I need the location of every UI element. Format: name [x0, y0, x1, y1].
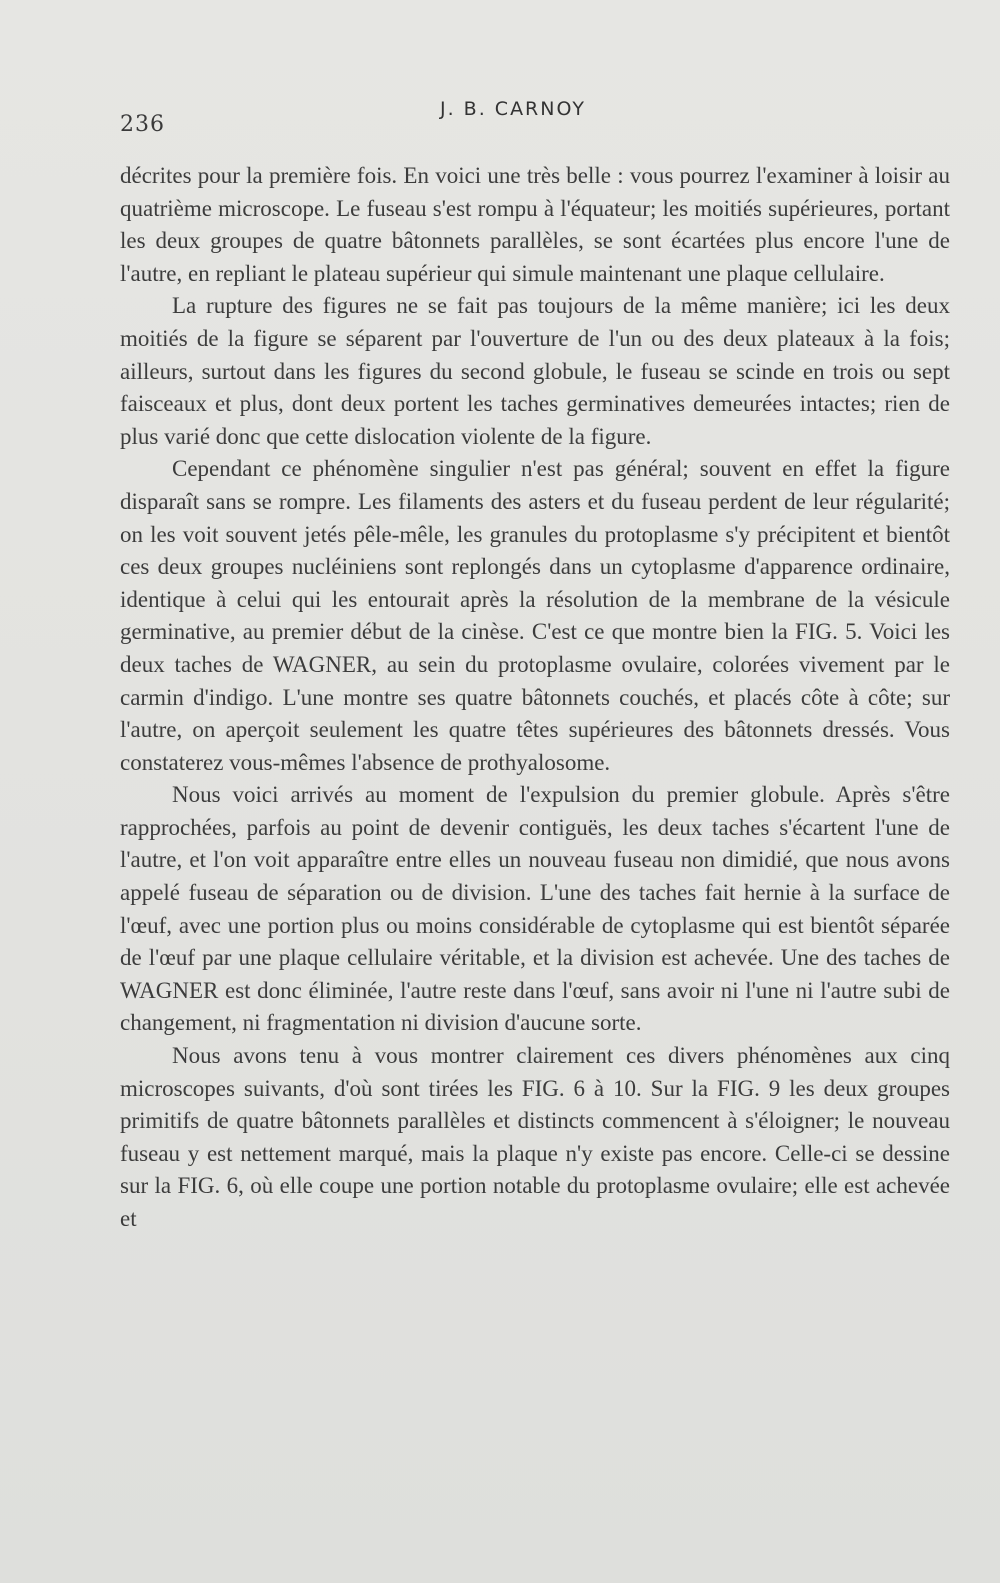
page-number: 236: [120, 112, 165, 137]
paragraph-1: décrites pour la première fois. En voici une très belle : vous pourrez l'examiner à loisir au quatrième microscope. Le fuseau s'est rompu à l'équateur; les moitiés supérieures, portant les deux groupes de quatre bâtonnets parallèles, se sont écartées plus encore l'une de l'autre, en repliant le plateau supérieur qui simule maintenant une plaque cellulaire.: [120, 163, 950, 286]
body-text: [120, 160, 950, 1236]
paragraph-2: La rupture des figures ne se fait pas toujours de la même manière; ici les deux moitiés de la figure se séparent par l'ouverture de l'un ou des deux plateaux à la fois; ailleurs, surtout dans les figures du second globule, le fuseau se scinde en trois ou sept faisceaux et plus, dont deux portent les taches germinatives demeurées intactes; rien de plus varié donc que cette dislocation violente de la figure.: [120, 293, 950, 449]
paragraph-5: Nous avons tenu à vous montrer clairement ces divers phénomènes aux cinq microscopes suivants, d'où sont tirées les FIG. 6 à 10. Sur la FIG. 9 les deux groupes primitifs de quatre bâtonnets parallèles et distincts commencent à s'éloigner; le nouveau fuseau y est nettement marqué, mais la plaque n'y existe pas encore. Celle-ci se dessine sur la FIG. 6, où elle coupe une portion notable du protoplasme ovulaire; elle est achevée et: [120, 1043, 950, 1231]
paragraph-4: Nous voici arrivés au moment de l'expulsion du premier globule. Après s'être rapprochées, parfois au point de devenir contiguës, les deux taches s'écartent l'une de l'autre, et l'on voit apparaître entre elles un nouveau fuseau non dimidié, que nous avons appelé fuseau de séparation ou de division. L'une des taches fait hernie à la surface de l'œuf, avec une portion plus ou moins considérable de cytoplasme qui est bientôt séparée de l'œuf par une plaque cellulaire véritable, et la division est achevée. Une des taches de WAGNER est donc éliminée, l'autre reste dans l'œuf, sans avoir ni l'une ni l'autre subi de changement, ni fragmentation ni division d'aucune sorte.: [120, 782, 950, 1036]
paragraph-3: Cependant ce phénomène singulier n'est pas général; souvent en effet la figure disparaît sans se rompre. Les filaments des asters et du fuseau perdent de leur régularité; on les voit souvent jetés pêle-mêle, les granules du protoplasme s'y précipitent et bientôt ces deux groupes nucléiniens sont replongés dans un cytoplasme d'apparence ordinaire, identique à celui qui les entourait après la résolution de la membrane de la vésicule germinative, au premier début de la cinèse. C'est ce que montre bien la FIG. 5. Voici les deux taches de WAGNER, au sein du protoplasme ovulaire, colorées vivement par le carmin d'indigo. L'une montre ses quatre bâtonnets couchés, et placés côte à côte; sur l'autre, on aperçoit seulement les quatre têtes supérieures des bâtonnets dressés. Vous constaterez vous-mêmes l'absence de prothyalosome.: [120, 456, 950, 775]
running-head: J. B. CARNOY: [440, 98, 586, 120]
page-header: [120, 98, 950, 138]
